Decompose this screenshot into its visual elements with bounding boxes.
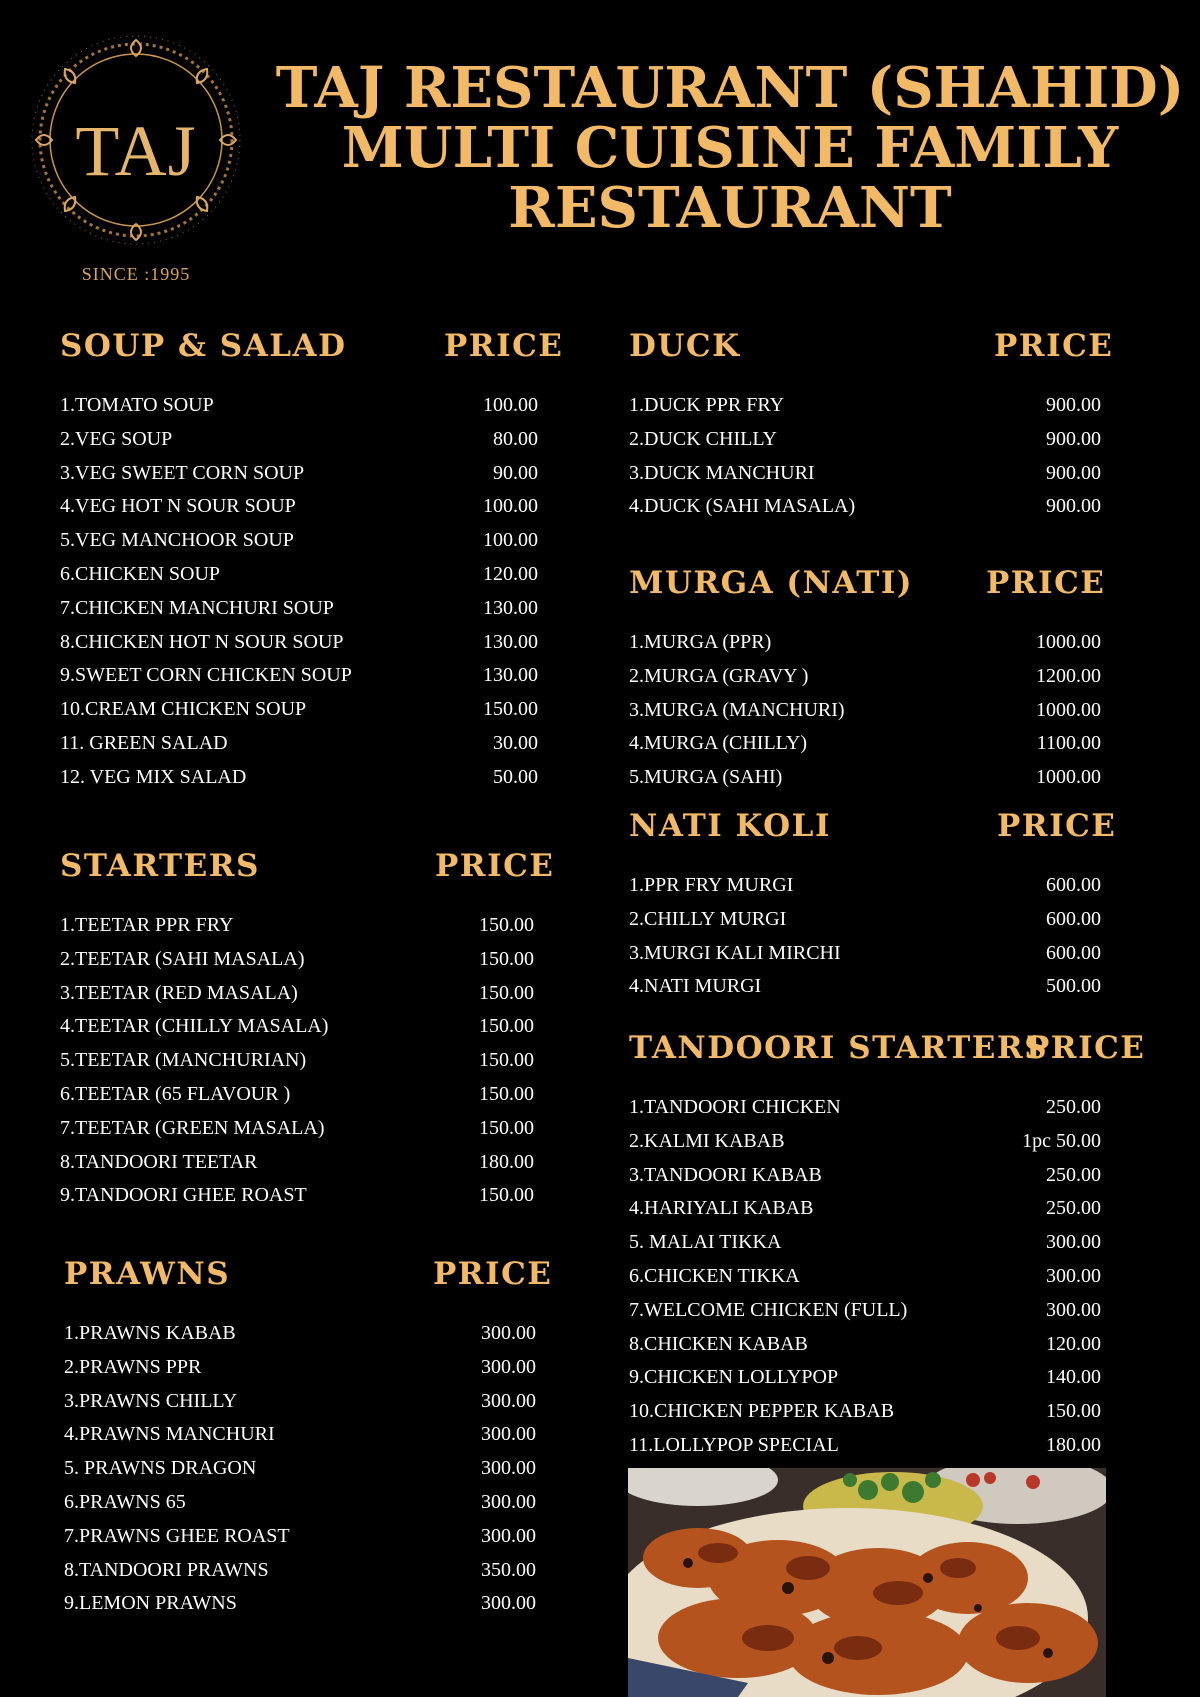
menu-item-list bbox=[629, 1090, 1103, 1462]
menu-item-name: 9.TANDOORI GHEE ROAST bbox=[60, 1184, 307, 1207]
section-header bbox=[60, 848, 555, 888]
menu-item-price: 1100.00 bbox=[1036, 732, 1101, 755]
menu-item-name: 9.CHICKEN LOLLYPOP bbox=[629, 1366, 839, 1389]
menu-item bbox=[64, 1384, 538, 1418]
menu-item-name: 1.MURGA (PPR) bbox=[629, 631, 772, 653]
menu-item-name: 3.VEG SWEET CORN SOUP bbox=[60, 461, 305, 484]
menu-item-name: 6.TEETAR (65 FLAVOUR ) bbox=[60, 1082, 291, 1105]
menu-item-name: 6.CHICKEN TIKKA bbox=[629, 1264, 800, 1287]
menu-item-list bbox=[60, 908, 536, 1212]
section-title: PRAWNS bbox=[64, 1256, 231, 1292]
menu-item-name: 5.VEG MANCHOOR SOUP bbox=[60, 529, 294, 552]
menu-item bbox=[60, 625, 540, 659]
section-nati-koli bbox=[629, 808, 1117, 1003]
menu-item-price: 1pc 50.00 bbox=[1022, 1129, 1101, 1152]
menu-item-list bbox=[629, 868, 1103, 1003]
menu-item-price: 150.00 bbox=[479, 914, 534, 936]
menu-item-price: 180.00 bbox=[1046, 1433, 1101, 1456]
menu-item-name: 6.PRAWNS 65 bbox=[64, 1490, 186, 1513]
menu-item bbox=[629, 1259, 1103, 1293]
tandoori-chicken-photo bbox=[628, 1468, 1106, 1697]
menu-item bbox=[629, 726, 1103, 760]
menu-item-price: 300.00 bbox=[481, 1355, 536, 1378]
menu-item-name: 7.CHICKEN MANCHURI SOUP bbox=[60, 596, 334, 619]
menu-item-price: 300.00 bbox=[1046, 1264, 1101, 1287]
menu-item bbox=[629, 693, 1103, 727]
menu-item-price: 500.00 bbox=[1046, 975, 1101, 998]
menu-item-price: 30.00 bbox=[493, 731, 538, 754]
menu-item-list bbox=[629, 388, 1103, 523]
menu-item-name: 1.TANDOORI CHICKEN bbox=[629, 1096, 841, 1118]
menu-item-name: 3.DUCK MANCHURI bbox=[629, 461, 815, 484]
menu-item-name: 2.TEETAR (SAHI MASALA) bbox=[60, 947, 305, 970]
menu-item bbox=[64, 1417, 538, 1451]
menu-item-price: 300.00 bbox=[481, 1457, 536, 1480]
menu-item bbox=[64, 1451, 538, 1485]
section-header bbox=[629, 565, 1106, 605]
menu-item bbox=[60, 1145, 536, 1179]
menu-item bbox=[629, 1327, 1103, 1361]
menu-item-price: 300.00 bbox=[481, 1524, 536, 1547]
menu-item bbox=[629, 1360, 1103, 1394]
menu-item bbox=[60, 760, 540, 794]
menu-item bbox=[60, 942, 536, 976]
menu-item-price: 130.00 bbox=[483, 630, 538, 653]
menu-item-price: 600.00 bbox=[1046, 941, 1101, 964]
menu-item-price: 150.00 bbox=[1046, 1400, 1101, 1423]
menu-item bbox=[60, 658, 540, 692]
menu-item bbox=[629, 1394, 1103, 1428]
menu-item-price: 900.00 bbox=[1046, 427, 1101, 450]
menu-item-price: 1200.00 bbox=[1036, 664, 1101, 687]
menu-item bbox=[60, 908, 536, 942]
menu-item bbox=[64, 1485, 538, 1519]
menu-item bbox=[64, 1519, 538, 1553]
menu-item bbox=[60, 1111, 536, 1145]
menu-item-name: 9.SWEET CORN CHICKEN SOUP bbox=[60, 664, 352, 687]
menu-item bbox=[60, 523, 540, 557]
menu-item-price: 150.00 bbox=[479, 1015, 534, 1038]
menu-item-name: 2.CHILLY MURGI bbox=[629, 907, 787, 930]
menu-item bbox=[629, 1428, 1103, 1462]
menu-item-name: 8.TANDOORI PRAWNS bbox=[64, 1558, 269, 1581]
menu-item bbox=[60, 388, 540, 422]
menu-item-price: 900.00 bbox=[1046, 394, 1101, 416]
menu-item-name: 10.CHICKEN PEPPER KABAB bbox=[629, 1400, 895, 1423]
menu-item-name: 11. GREEN SALAD bbox=[60, 731, 228, 754]
section-title: TANDOORI STARTERS bbox=[629, 1030, 1049, 1066]
menu-item-price: 120.00 bbox=[1046, 1332, 1101, 1355]
menu-item bbox=[629, 456, 1103, 490]
menu-item-list bbox=[629, 625, 1103, 794]
menu-item bbox=[629, 1293, 1103, 1327]
menu-item-price: 80.00 bbox=[493, 427, 538, 450]
menu-item-price: 250.00 bbox=[1046, 1197, 1101, 1220]
section-title: DUCK bbox=[629, 328, 741, 364]
menu-item bbox=[629, 659, 1103, 693]
menu-item-price: 300.00 bbox=[481, 1322, 536, 1344]
menu-item-list bbox=[60, 388, 540, 794]
menu-item bbox=[629, 969, 1103, 1003]
menu-item-name: 4.TEETAR (CHILLY MASALA) bbox=[60, 1015, 329, 1038]
section-starters bbox=[60, 848, 555, 1212]
menu-item-name: 3.TEETAR (RED MASALA) bbox=[60, 981, 298, 1004]
menu-item bbox=[629, 1158, 1103, 1192]
menu-item-price: 250.00 bbox=[1046, 1163, 1101, 1186]
menu-item-name: 9.LEMON PRAWNS bbox=[64, 1592, 237, 1615]
section-tandoori-starters bbox=[629, 1030, 1146, 1462]
price-column-header: PRICE bbox=[444, 328, 564, 364]
since-label: SINCE :1995 bbox=[81, 264, 191, 284]
menu-item-price: 140.00 bbox=[1046, 1366, 1101, 1389]
menu-item bbox=[60, 489, 540, 523]
menu-item-price: 150.00 bbox=[479, 1049, 534, 1072]
menu-item-price: 150.00 bbox=[479, 1116, 534, 1139]
menu-item-price: 300.00 bbox=[481, 1592, 536, 1615]
menu-item-price: 300.00 bbox=[481, 1389, 536, 1412]
section-title: MURGA (NATI) bbox=[629, 565, 914, 601]
menu-item bbox=[64, 1553, 538, 1587]
menu-item-name: 4.NATI MURGI bbox=[629, 975, 762, 998]
menu-item-price: 130.00 bbox=[483, 664, 538, 687]
menu-item bbox=[629, 422, 1103, 456]
menu-item bbox=[629, 936, 1103, 970]
menu-item-name: 5. MALAI TIKKA bbox=[629, 1231, 782, 1254]
menu-item bbox=[629, 625, 1103, 659]
menu-item bbox=[60, 692, 540, 726]
logo-text: TAJ bbox=[75, 111, 197, 191]
menu-item-name: 1.PRAWNS KABAB bbox=[64, 1322, 236, 1344]
menu-item bbox=[629, 868, 1103, 902]
menu-item-price: 300.00 bbox=[481, 1423, 536, 1446]
section-header bbox=[64, 1256, 553, 1296]
section-title: SOUP & SALAD bbox=[60, 328, 347, 364]
menu-item-name: 3.MURGI KALI MIRCHI bbox=[629, 941, 841, 964]
menu-item bbox=[629, 760, 1103, 794]
section-title: STARTERS bbox=[60, 848, 260, 884]
price-column-header: PRICE bbox=[997, 808, 1117, 844]
price-column-header: PRICE bbox=[994, 328, 1114, 364]
menu-item bbox=[629, 902, 1103, 936]
menu-item-name: 1.TEETAR PPR FRY bbox=[60, 914, 234, 936]
menu-item-name: 4.VEG HOT N SOUR SOUP bbox=[60, 495, 296, 518]
section-duck bbox=[629, 328, 1114, 523]
menu-item-name: 4.MURGA (CHILLY) bbox=[629, 732, 807, 755]
menu-item-price: 900.00 bbox=[1046, 495, 1101, 518]
menu-item bbox=[629, 1225, 1103, 1259]
menu-item-price: 120.00 bbox=[483, 562, 538, 585]
menu-item-name: 4.DUCK (SAHI MASALA) bbox=[629, 495, 856, 518]
menu-item bbox=[60, 422, 540, 456]
menu-item-name: 8.CHICKEN HOT N SOUR SOUP bbox=[60, 630, 344, 653]
menu-item-name: 5. PRAWNS DRAGON bbox=[64, 1457, 257, 1480]
menu-item-price: 300.00 bbox=[1046, 1298, 1101, 1321]
price-column-header: PRICE bbox=[986, 565, 1106, 601]
menu-item-name: 5.MURGA (SAHI) bbox=[629, 766, 783, 789]
menu-item-name: 2.KALMI KABAB bbox=[629, 1129, 785, 1152]
menu-item-price: 1000.00 bbox=[1036, 766, 1101, 789]
menu-item-price: 150.00 bbox=[479, 1184, 534, 1207]
section-soup-salad bbox=[60, 328, 564, 794]
section-header bbox=[629, 1030, 1146, 1070]
menu-item bbox=[60, 1043, 536, 1077]
price-column-header: PRICE bbox=[433, 1256, 553, 1292]
menu-item-name: 4.HARIYALI KABAB bbox=[629, 1197, 814, 1220]
section-prawns bbox=[64, 1256, 553, 1620]
menu-item-price: 600.00 bbox=[1046, 874, 1101, 896]
menu-item-price: 50.00 bbox=[493, 765, 538, 788]
menu-item-list bbox=[64, 1316, 538, 1620]
menu-item-price: 130.00 bbox=[483, 596, 538, 619]
menu-item-name: 12. VEG MIX SALAD bbox=[60, 765, 247, 788]
menu-item-name: 2.DUCK CHILLY bbox=[629, 427, 777, 450]
menu-item-name: 1.DUCK PPR FRY bbox=[629, 394, 785, 416]
menu-item-price: 300.00 bbox=[1046, 1231, 1101, 1254]
menu-item bbox=[629, 1124, 1103, 1158]
menu-item-price: 150.00 bbox=[479, 947, 534, 970]
menu-item-price: 300.00 bbox=[481, 1490, 536, 1513]
page-title: TAJ RESTAURANT (SHAHID) MULTI CUISINE FAMILY RESTAURANT bbox=[275, 55, 1185, 241]
section-title: NATI KOLI bbox=[629, 808, 831, 844]
menu-item-name: 1.PPR FRY MURGI bbox=[629, 874, 794, 896]
menu-item-name: 10.CREAM CHICKEN SOUP bbox=[60, 698, 307, 721]
menu-item-name: 4.PRAWNS MANCHURI bbox=[64, 1423, 275, 1446]
menu-item-name: 7.WELCOME CHICKEN (FULL) bbox=[629, 1298, 908, 1321]
menu-item-price: 150.00 bbox=[479, 981, 534, 1004]
menu-item-name: 6.CHICKEN SOUP bbox=[60, 562, 221, 585]
section-murga-nati bbox=[629, 565, 1106, 794]
menu-item-name: 1.TOMATO SOUP bbox=[60, 394, 214, 416]
menu-item-price: 100.00 bbox=[483, 394, 538, 416]
menu-item-price: 100.00 bbox=[483, 529, 538, 552]
menu-item-name: 8.TANDOORI TEETAR bbox=[60, 1150, 258, 1173]
menu-item-name: 2.PRAWNS PPR bbox=[64, 1355, 202, 1378]
menu-item-price: 90.00 bbox=[493, 461, 538, 484]
menu-item-name: 7.PRAWNS GHEE ROAST bbox=[64, 1524, 290, 1547]
menu-item-price: 1000.00 bbox=[1036, 631, 1101, 653]
menu-item-price: 600.00 bbox=[1046, 907, 1101, 930]
section-header bbox=[629, 808, 1117, 848]
menu-item bbox=[629, 1090, 1103, 1124]
menu-item-price: 350.00 bbox=[481, 1558, 536, 1581]
menu-item bbox=[60, 591, 540, 625]
menu-item bbox=[60, 1178, 536, 1212]
menu-item-price: 1000.00 bbox=[1036, 698, 1101, 721]
menu-item-price: 150.00 bbox=[479, 1082, 534, 1105]
menu-item-price: 900.00 bbox=[1046, 461, 1101, 484]
menu-item-name: 3.MURGA (MANCHURI) bbox=[629, 698, 845, 721]
price-column-header: PRICE bbox=[435, 848, 555, 884]
menu-item bbox=[64, 1316, 538, 1350]
menu-item-price: 250.00 bbox=[1046, 1096, 1101, 1118]
menu-item bbox=[60, 557, 540, 591]
menu-item bbox=[629, 1191, 1103, 1225]
menu-item-price: 180.00 bbox=[479, 1150, 534, 1173]
menu-item-name: 11.LOLLYPOP SPECIAL bbox=[629, 1433, 839, 1456]
menu-item bbox=[60, 726, 540, 760]
menu-item-name: 2.VEG SOUP bbox=[60, 427, 173, 450]
menu-item bbox=[60, 1009, 536, 1043]
menu-item bbox=[64, 1350, 538, 1384]
menu-item-price: 100.00 bbox=[483, 495, 538, 518]
menu-item-name: 5.TEETAR (MANCHURIAN) bbox=[60, 1049, 307, 1072]
menu-item-name: 7.TEETAR (GREEN MASALA) bbox=[60, 1116, 325, 1139]
menu-item bbox=[64, 1586, 538, 1620]
section-header bbox=[629, 328, 1114, 368]
menu-item-name: 8.CHICKEN KABAB bbox=[629, 1332, 808, 1355]
price-column-header: PRICE bbox=[1026, 1030, 1146, 1066]
menu-item-name: 3.TANDOORI KABAB bbox=[629, 1163, 822, 1186]
menu-item-name: 3.PRAWNS CHILLY bbox=[64, 1389, 238, 1412]
menu-item bbox=[60, 976, 536, 1010]
restaurant-logo bbox=[24, 28, 248, 292]
menu-item-name: 2.MURGA (GRAVY ) bbox=[629, 664, 809, 687]
section-header bbox=[60, 328, 564, 368]
menu-item bbox=[60, 456, 540, 490]
menu-item bbox=[60, 1077, 536, 1111]
menu-item bbox=[629, 388, 1103, 422]
menu-item bbox=[629, 489, 1103, 523]
menu-item-price: 150.00 bbox=[483, 698, 538, 721]
